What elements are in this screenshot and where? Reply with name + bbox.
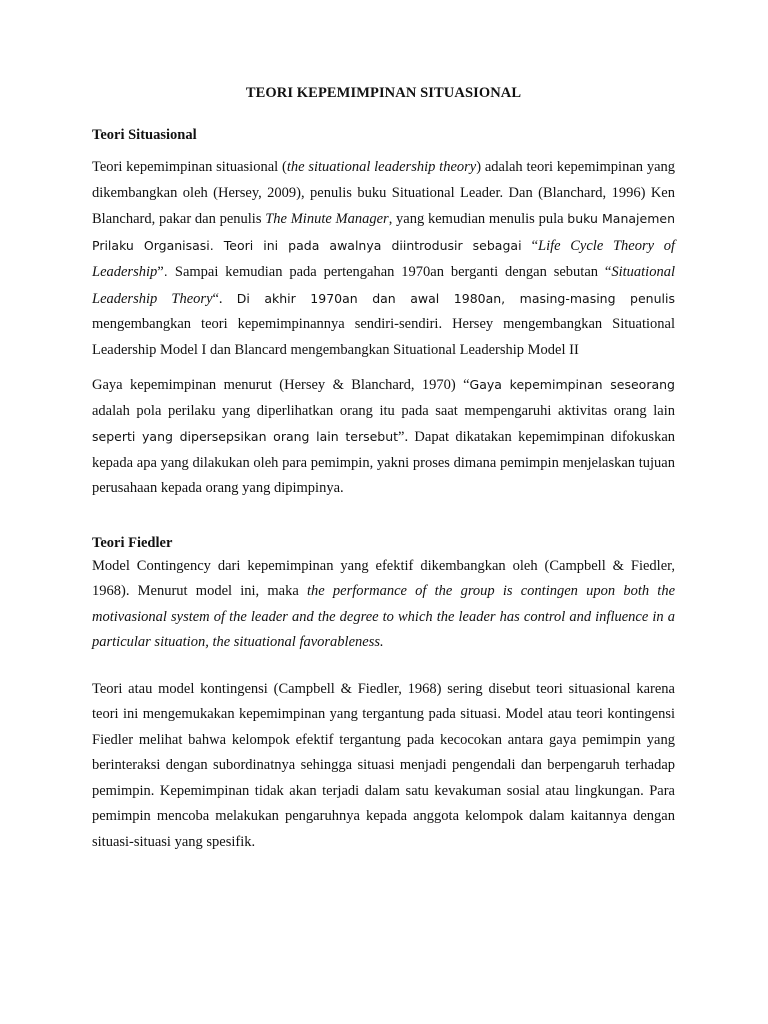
section-heading-fiedler: Teori Fiedler xyxy=(92,534,173,551)
paragraph-situasional-2 xyxy=(92,372,675,502)
text-run: ) adalah teori kepemimpinan yang dikembangkan oleh (Hersey, 2009), penulis buku Situational Leader. Dan (Blanchard, 1996) Ken Blanchard, pakar dan penulis xyxy=(92,159,675,227)
text-run: “ xyxy=(531,237,539,254)
document-page xyxy=(92,82,675,855)
text-run: , yang kemudian menulis pula xyxy=(388,211,568,227)
paragraph-situasional-1 xyxy=(92,155,675,363)
text-run: Gaya kepemimpinan menurut (Hersey & Blanchard, 1970) “ xyxy=(92,377,470,393)
paragraph-fiedler-1 xyxy=(92,554,675,656)
text-run: seperti yang dipersepsikan orang lain tersebut xyxy=(92,429,399,444)
document-title: TEORI KEPEMIMPINAN SITUASIONAL xyxy=(245,85,522,101)
text-run: the performance of the group is contingen upon both the motivasional system of the leader and the degree to which the leader has control and influence in a particular situation, the situational favorableness. xyxy=(92,583,676,650)
text-run: The Minute Manager xyxy=(265,211,389,227)
text-run: . xyxy=(163,264,175,279)
text-run: Gaya kepemimpinan seseorang xyxy=(469,377,675,392)
text-run: ” xyxy=(157,264,164,280)
text-run: adalah pola perilaku yang diperlihatkan orang itu pada saat mempengaruhi aktivitas orang lain xyxy=(92,402,675,419)
text-run: Life Cycle Theory of Leadership xyxy=(92,237,675,280)
text-run: Sampai kemudian pada pertengahan 1970an berganti dengan sebutan “ xyxy=(174,264,612,280)
text-run: Model Contingency dari kepemimpinan yang efektif dikembangkan oleh (Campbell & Fiedler, 1968). Menurut model ini, maka xyxy=(92,557,675,599)
text-run: the situational leadership theory xyxy=(286,159,477,175)
text-run: “. xyxy=(212,290,237,307)
text-run: Teori atau model kontingensi (Campbell & Fiedler, 1968) sering disebut teori situasional karena teori ini mengemukakan kepemimpinan yang tergantung pada situasi. Model atau teori kontingensi Fiedler melihat bahwa kelompok efektif tergantung pada kecocokan antara gaya pemimpin yang berinteraksi dengan subordinatnya sehingga situasi menjadi pengendali dan berpengaruh terhadap pemimpin. Kepemimpinan tidak akan terjadi dalam satu kevakuman sosial atau lingkungan. Para pemimpin mencoba melakukan pengaruhnya kepada anggota kelompok dalam kaitannya dengan situasi-situasi yang spesifik. xyxy=(92,680,675,850)
text-run: Teori kepemimpinan situasional ( xyxy=(92,159,287,175)
text-run: ”. Dapat dikatakan kepemimpinan difokuskan kepada apa yang dilakukan oleh para pemimpin, yakni proses dimana pemimpin menjelaskan tujuan perusahaan kepada orang yang dipimpinya. xyxy=(92,429,675,496)
section-heading-situasional: Teori Situasional xyxy=(92,127,197,143)
text-run: Situational Leadership Theory xyxy=(92,264,675,307)
text-run: buku Manajemen Prilaku Organisasi. Teori ini pada awalnya diintrodusir sebagai xyxy=(92,211,675,253)
text-run: mengembangkan teori kepemimpinannya sendiri-sendiri. Hersey mengembangkan Situational Leadership Model I dan Blancard mengembangkan Situational Leadership Model II xyxy=(92,316,675,358)
text-run: Di akhir 1970an dan awal 1980an, masing-masing penulis xyxy=(236,290,675,306)
paragraph-fiedler-2 xyxy=(92,677,675,856)
